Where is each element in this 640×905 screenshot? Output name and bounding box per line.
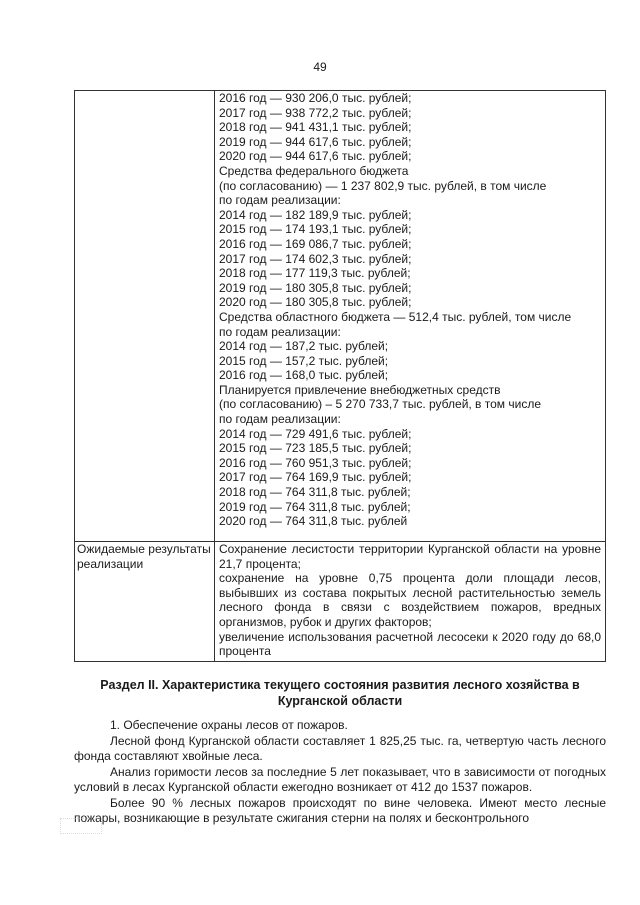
- financing-line: 2016 год — 760 951,3 тыс. рублей;: [219, 455, 412, 470]
- financing-line: 2020 год — 944 617,6 тыс. рублей;: [219, 149, 412, 164]
- financing-line: 2018 год — 941 431,1 тыс. рублей;: [219, 120, 412, 135]
- financing-line: по годам реализации:: [219, 193, 341, 208]
- page-number: 49: [313, 60, 327, 74]
- financing-cell: [215, 91, 606, 542]
- table-cell-empty: [75, 91, 215, 542]
- body-paragraph: 1. Обеспечение охраны лесов от пожаров.: [110, 718, 348, 732]
- financing-line: 2018 год — 177 119,3 тыс. рублей;: [219, 266, 411, 281]
- financing-line: 2014 год — 729 491,6 тыс. рублей;: [219, 426, 412, 441]
- expected-result-item: Сохранение лесистости территории Курганской области на уровне 21,7 процента;: [219, 542, 601, 571]
- financing-line: 2020 год — 180 305,8 тыс. рублей;: [219, 295, 412, 310]
- faint-stamp-mark: [60, 818, 102, 834]
- financing-line: по годам реализации:: [219, 412, 341, 427]
- financing-line: 2019 год — 180 305,8 тыс. рублей;: [219, 280, 412, 295]
- financing-line: 2020 год — 764 311,8 тыс. рублей: [219, 514, 408, 529]
- financing-line: 2019 год — 944 617,6 тыс. рублей;: [219, 134, 412, 149]
- financing-line: 2014 год — 182 189,9 тыс. рублей;: [219, 207, 412, 222]
- financing-line: 2015 год — 174 193,1 тыс. рублей;: [219, 222, 412, 237]
- expected-results-label: [75, 542, 215, 662]
- table-row: [75, 91, 606, 542]
- body-paragraph: Более 90 % лесных пожаров происходят по вине человека. Имеют место лесные пожары, возникающие в результате сжигания стерни на полях и бесконтрольного: [74, 796, 606, 825]
- expected-results-cell: [215, 542, 606, 662]
- financing-line: 2019 год — 764 311,8 тыс. рублей;: [219, 499, 411, 514]
- expected-result-item: сохранение на уровне 0,75 процента доли площади лесов, выбывших из состава покрытых лесной растительностью земель лесного фонда в связи с воздействием пожаров, вредных организмов, рубок и других факторов;: [219, 571, 601, 629]
- expected-results-label-text: Ожидаемые результаты реализации: [77, 542, 211, 571]
- financing-line: 2014 год — 187,2 тыс. рублей;: [219, 339, 389, 354]
- financing-line: Планируется привлечение внебюджетных средств: [219, 382, 501, 397]
- financing-line: (по согласованию) – 5 270 733,7 тыс. рублей, в том числе: [219, 397, 542, 412]
- body-paragraph: Лесной фонд Курганской области составляет 1 825,25 тыс. га, четвертую часть лесного фонда составляют хвойные леса.: [74, 734, 606, 763]
- financing-line: по годам реализации:: [219, 324, 341, 339]
- program-passport-table: [74, 90, 606, 662]
- financing-line: Средства областного бюджета — 512,4 тыс. рублей, том числе: [219, 309, 572, 324]
- financing-line: 2017 год — 174 602,3 тыс. рублей;: [219, 251, 412, 266]
- financing-line: 2016 год — 168,0 тыс. рублей;: [219, 368, 389, 383]
- body-text: [74, 718, 606, 827]
- financing-line: 2015 год — 157,2 тыс. рублей;: [219, 353, 389, 368]
- financing-line: Средства федерального бюджета: [219, 163, 409, 178]
- body-paragraph: Анализ горимости лесов за последние 5 лет показывает, что в зависимости от погодных условий в лесах Курганской области ежегодно возникает от 412 до 1537 пожаров.: [74, 765, 606, 794]
- section-heading: Раздел II. Характеристика текущего состояния развития лесного хозяйства в Курганской области: [100, 678, 580, 708]
- financing-line: 2017 год — 764 169,9 тыс. рублей;: [219, 470, 412, 485]
- financing-line: (по согласованию) — 1 237 802,9 тыс. рублей, в том числе: [219, 178, 547, 193]
- financing-line: 2016 год — 930 206,0 тыс. рублей;: [219, 91, 412, 105]
- financing-line: 2016 год — 169 086,7 тыс. рублей;: [219, 236, 412, 251]
- expected-result-item: увеличение использования расчетной лесосеки к 2020 году до 68,0 процента: [219, 629, 601, 659]
- financing-line: 2015 год — 723 185,5 тыс. рублей;: [219, 441, 412, 456]
- table-row: [75, 542, 606, 662]
- financing-line: 2018 год — 764 311,8 тыс. рублей;: [219, 485, 411, 500]
- financing-line: 2017 год — 938 772,2 тыс. рублей;: [219, 105, 412, 120]
